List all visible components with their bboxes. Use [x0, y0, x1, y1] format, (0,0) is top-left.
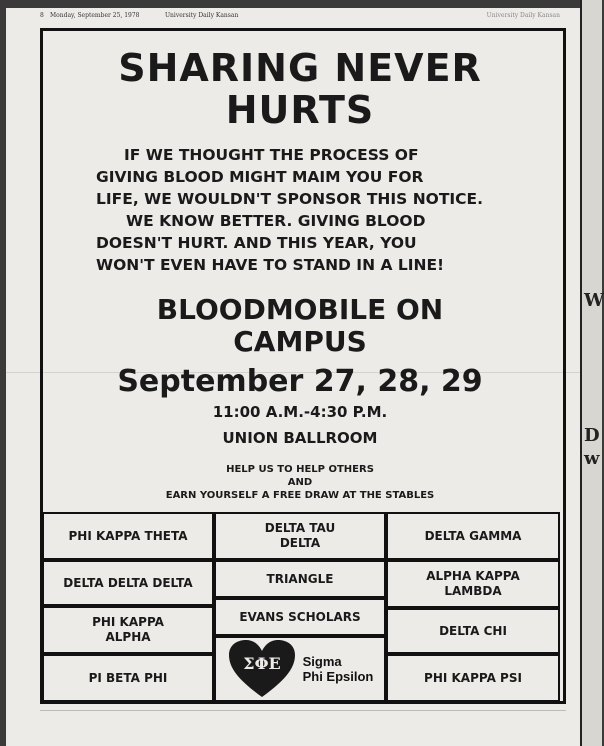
sponsor-cell: DELTA DELTA DELTA: [42, 560, 214, 606]
body-line: LIFE, WE WOULDN'T SPONSOR THIS NOTICE.: [96, 190, 484, 208]
sponsor-name: DELTA TAU DELTA: [264, 521, 336, 550]
bottom-rule: [40, 710, 566, 711]
sponsor-cell: PHI KAPPA PSI: [386, 654, 560, 702]
ad-headline-line2: HURTS: [225, 88, 375, 132]
event-time: 11:00 A.M.-4:30 P.M.: [212, 403, 388, 421]
sponsor-name: ALPHA KAPPA LAMBDA: [426, 569, 520, 598]
sponsor-cell: [386, 560, 560, 608]
help-line-2: AND: [287, 477, 313, 488]
side-fragment-2: D: [584, 425, 600, 446]
event-dates: September 27, 28, 29: [117, 364, 483, 399]
sponsor-cell: [214, 512, 386, 560]
ad-body: [90, 144, 500, 276]
ad-headline-line1: SHARING NEVER: [118, 46, 482, 90]
sponsor-name: PHI KAPPA ALPHA: [92, 615, 164, 644]
event-location: UNION BALLROOM: [222, 429, 378, 447]
sponsor-cell: [42, 606, 214, 654]
sigma-phi-epsilon-logo-cell: [214, 636, 386, 702]
body-line: IF WE THOUGHT THE PROCESS OF: [124, 146, 419, 164]
sigma-phi-epsilon-logo: [227, 639, 374, 699]
logo-text-line1: Sigma: [302, 654, 342, 669]
side-fragment-3: w: [584, 448, 600, 469]
bleedthrough-text: University Daily Kansan: [486, 12, 560, 19]
side-fragment-1: W: [584, 290, 604, 311]
sponsor-cell: DELTA CHI: [386, 608, 560, 654]
heart-icon: [227, 639, 297, 699]
sponsor-cell: TRIANGLE: [214, 560, 386, 598]
body-line: WON'T EVEN HAVE TO STAND IN A LINE!: [96, 256, 445, 274]
sponsor-cell: EVANS SCHOLARS: [214, 598, 386, 636]
publication-name: University Daily Kansan: [165, 12, 239, 19]
issue-date: Monday, September 25, 1978: [50, 12, 140, 19]
sponsor-cell: DELTA GAMMA: [386, 512, 560, 560]
bloodmobile-title-line2: CAMPUS: [233, 325, 367, 358]
logo-text: [303, 654, 374, 684]
sponsor-cell: PI BETA PHI: [42, 654, 214, 702]
body-line: DOESN'T HURT. AND THIS YEAR, YOU: [96, 234, 417, 252]
page-number: 8: [40, 12, 44, 19]
help-line-3: EARN YOURSELF A FREE DRAW AT THE STABLES: [165, 490, 435, 501]
logo-text-line2: Phi Epsilon: [302, 669, 374, 684]
page-header: [40, 10, 560, 22]
logo-letters: ΣΦΕ: [242, 654, 281, 673]
body-line: GIVING BLOOD MIGHT MAIM YOU FOR: [96, 168, 424, 186]
sponsor-grid: [42, 512, 560, 702]
help-line-1: HELP US TO HELP OTHERS: [226, 464, 374, 475]
sponsor-cell: PHI KAPPA THETA: [42, 512, 214, 560]
bloodmobile-title-line1: BLOODMOBILE ON: [156, 293, 444, 326]
body-line: WE KNOW BETTER. GIVING BLOOD: [126, 212, 426, 230]
